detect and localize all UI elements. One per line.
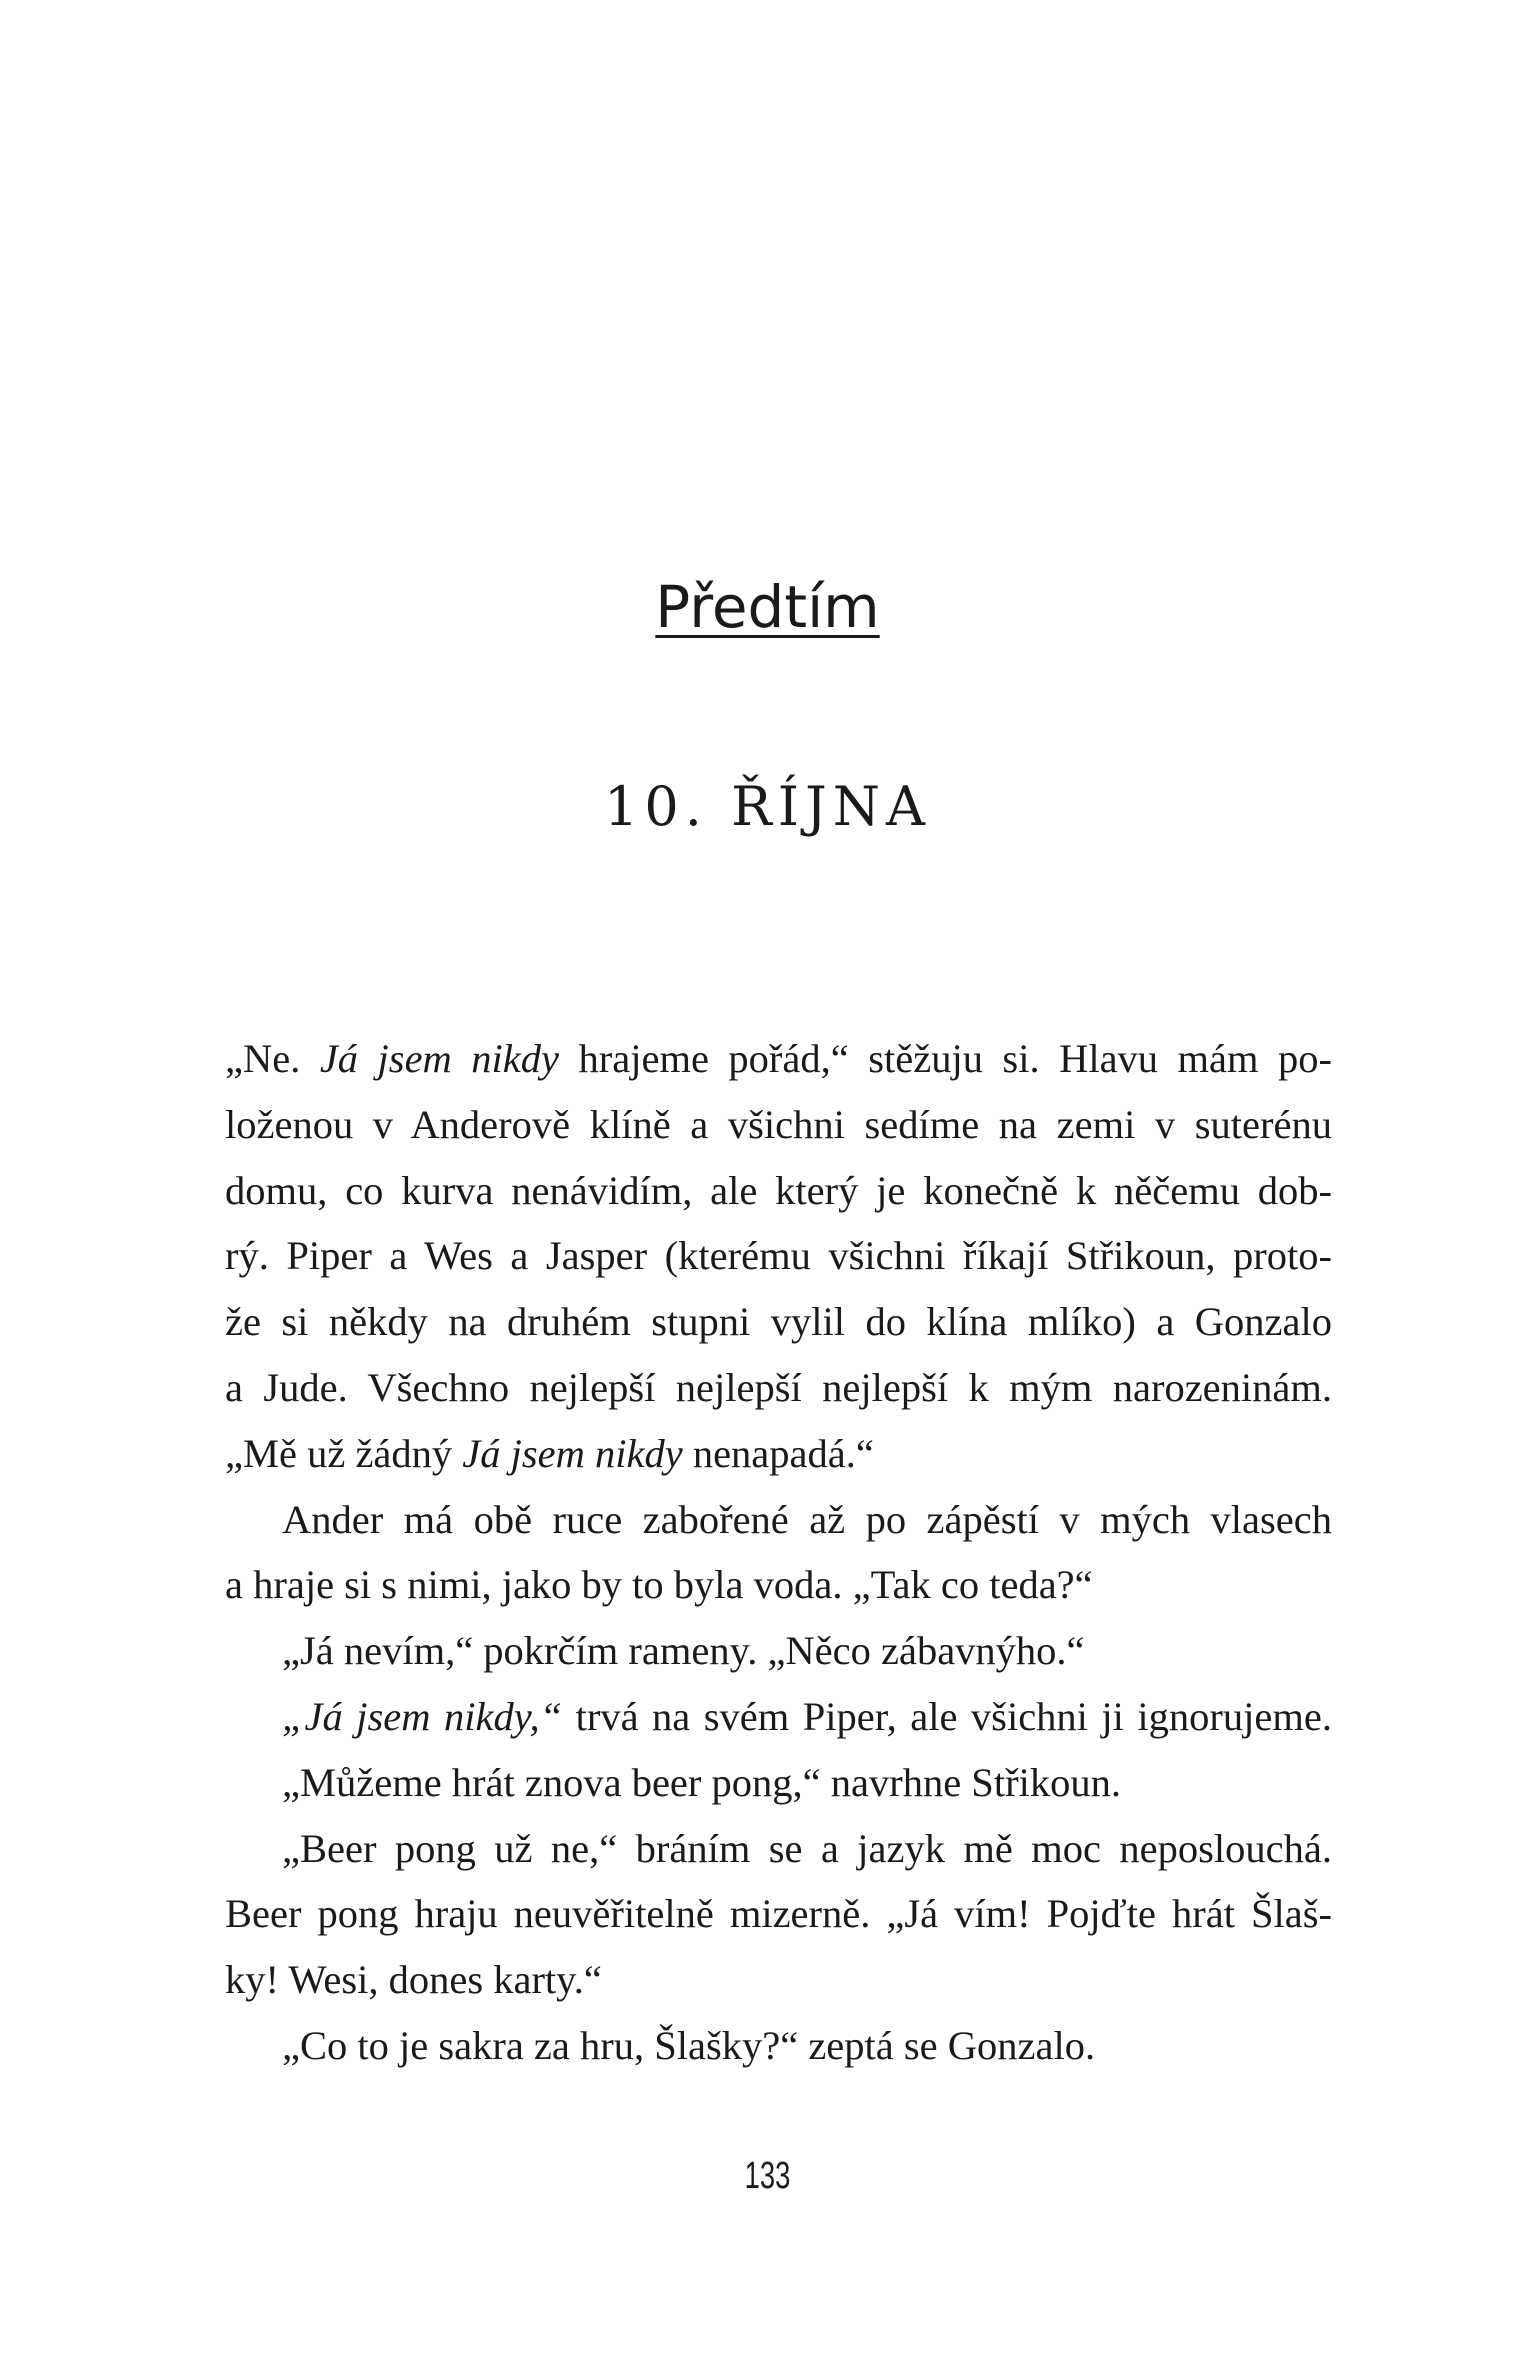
text-line [225,1552,1332,1618]
text-line [225,1684,1332,1750]
text-line [225,1158,1332,1224]
text-line [225,1092,1332,1158]
text-segment: Beer pong hraju neuvěřitelně mizerně. „Já vím! Pojďte hrát Šlaš- [225,1891,1332,1937]
text-segment: loženou v Anderově klíně a všichni sedíme na zemi v suterénu [225,1101,1332,1147]
italic-text-segment: Já jsem nikdy [462,1430,683,1476]
text-segment: Ander má obě ruce zabořené až po zápěstí v mých vlasech [282,1496,1332,1542]
text-line [225,1026,1332,1092]
text-segment: „Já nevím,“ pokrčím rameny. „Něco zábavnýho.“ [282,1628,1085,1674]
chapter-title: 10. ŘÍJNA [604,775,931,838]
body-text [225,1026,1332,2079]
text-segment: a Jude. Všechno nejlepší nejlepší nejlepší k mým narozeninám. [225,1364,1332,1410]
text-segment: ky! Wesi, dones karty.“ [225,1957,602,2003]
text-line [225,1355,1332,1421]
italic-text-segment: Já jsem nikdy [319,1036,559,1081]
text-segment: rý. Piper a Wes a Jasper (kterému všichni říkají Střikoun, proto- [225,1233,1332,1279]
text-segment: „Můžeme hrát znova beer pong,“ navrhne Střikoun. [282,1759,1121,1805]
text-line [225,1947,1332,2013]
text-segment: nenapadá.“ [682,1430,874,1476]
page-number: 133 [744,2155,791,2197]
text-line [225,1750,1332,1816]
text-line [225,1223,1332,1289]
text-segment: že si někdy na druhém stupni vylil do klína mlíko) a Gonzalo [225,1299,1332,1345]
text-segment: „Beer pong už ne,“ bráním se a jazyk mě moc neposlouchá. [282,1825,1332,1871]
section-title: Předtím [655,573,880,641]
text-segment: trvá na svém Piper, ale všichni ji ignorujeme. [562,1693,1332,1739]
text-line [225,1618,1332,1684]
text-segment: domu, co kurva nenávidím, ale který je konečně k něčemu dob- [225,1167,1332,1213]
text-line [225,1487,1332,1553]
text-line [225,1421,1332,1487]
text-line [225,1881,1332,1947]
text-segment: „Ne. [225,1036,320,1081]
text-segment: „Co to je sakra za hru, Šlašky?“ zeptá se Gonzalo. [282,2022,1096,2068]
text-segment: hrajeme pořád,“ stěžuju si. Hlavu mám po- [559,1036,1333,1081]
text-line [225,1289,1332,1355]
text-line [225,1816,1332,1882]
text-segment: a hraje si s nimi, jako by to byla voda. „Tak co teda?“ [225,1562,1093,1608]
text-line [225,2013,1332,2079]
text-segment: „Mě už žádný [225,1430,463,1476]
italic-text-segment: „Já jsem nikdy,“ [282,1693,563,1739]
